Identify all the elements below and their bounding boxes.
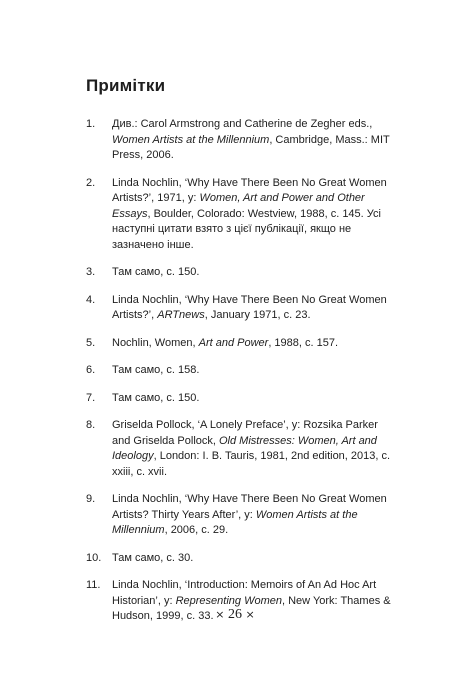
endnote-number: 2. — [86, 176, 96, 189]
endnote-item — [86, 418, 392, 480]
endnote-number: 11. — [86, 579, 101, 591]
endnote-text-run: Linda Nochlin, ‘Introduction: Memoirs of An Ad Hoc Art Historian’, у: — [112, 579, 377, 607]
endnote-number: 10. — [86, 551, 102, 564]
endnote-text — [112, 391, 392, 407]
endnote-text — [112, 176, 392, 254]
folio-ornament-left: × — [215, 608, 225, 621]
endnote-text-run: Там само, с. 150. — [112, 266, 200, 278]
endnote-text-run: Там само, с. 150. — [112, 391, 200, 404]
page-folio — [0, 607, 470, 623]
endnote-item — [86, 117, 392, 164]
endnote-text-run: Linda Nochlin, ‘Why Have There Been No Great Women Artists?’, — [112, 293, 387, 321]
endnote-title: Old Mistresses: Women, Art and Ideology — [112, 434, 377, 462]
endnote-text-run: , Boulder, Colorado: Westview, 1988, с. 145. Усі наступні цитати взято з цієї публікації, якщо не зазначено інше. — [112, 207, 381, 251]
endnote-number: 4. — [86, 293, 96, 306]
endnote-text-run: Griselda Pollock, ‘A Lonely Preface’, у: Rozsika Parker and Griselda Pollock, — [112, 419, 378, 447]
endnote-title: Women Artists at the Millennium — [112, 508, 358, 536]
endnote-text — [112, 418, 392, 480]
endnote-item — [86, 551, 392, 567]
endnote-item — [86, 363, 392, 379]
endnote-item — [86, 265, 392, 281]
page-number: 26 — [228, 607, 242, 622]
endnote-item — [86, 336, 392, 352]
endnote-text — [112, 363, 392, 379]
endnote-item — [86, 176, 392, 254]
endnote-text — [112, 492, 392, 539]
endnote-title: Representing Women — [175, 594, 282, 607]
endnote-number: 7. — [86, 391, 96, 404]
endnote-text-run: Linda Nochlin, ‘Why Have There Been No Great Women Artists? Thirty Years After’, у: — [112, 493, 387, 521]
endnote-text — [112, 117, 392, 164]
endnotes-list — [86, 117, 392, 637]
endnote-text-run: , January 1971, с. 23. — [204, 309, 311, 321]
endnote-item — [86, 492, 392, 539]
endnote-text-run: , 1988, с. 157. — [268, 336, 339, 349]
folio-ornament-right: × — [245, 608, 255, 621]
endnote-number: 3. — [86, 266, 96, 278]
endnote-text — [112, 293, 392, 324]
endnote-title: ARTnews — [157, 309, 205, 321]
endnote-item — [86, 391, 392, 407]
endnote-text-run: , New York: Thames & Hudson, 1999, с. 33. — [112, 594, 391, 622]
endnote-title: Women, Art and Power and Other Essays — [112, 192, 365, 220]
endnote-text-run: Там само, с. 30. — [112, 551, 194, 564]
endnote-text-run: , Cambridge, Mass.: MIT Press, 2006. — [112, 133, 390, 161]
endnote-text — [112, 551, 392, 567]
endnote-number: 9. — [86, 493, 96, 505]
endnote-text-run: Див.: Carol Armstrong and Catherine de Zegher eds., — [112, 118, 373, 130]
endnote-number: 6. — [86, 364, 96, 376]
endnote-number: 5. — [86, 336, 96, 349]
endnote-number: 1. — [86, 118, 96, 130]
endnote-item — [86, 293, 392, 324]
endnote-text-run: , London: I. B. Tauris, 1981, 2nd edition, 2013, с. xxiii, с. xvii. — [112, 450, 391, 478]
section-heading: Примітки — [86, 76, 166, 95]
endnote-text — [112, 265, 392, 281]
endnote-number: 8. — [86, 419, 96, 431]
endnote-text-run: Там само, с. 158. — [112, 364, 200, 376]
endnote-text-run: Linda Nochlin, ‘Why Have There Been No Great Women Artists?’, 1971, у: — [112, 176, 387, 204]
endnote-title: Art and Power — [198, 336, 269, 349]
endnote-title: Women Artists at the Millennium — [112, 133, 270, 146]
endnote-text-run: Nochlin, Women, — [112, 336, 199, 349]
endnote-text-run: , 2006, с. 29. — [164, 524, 229, 536]
endnote-text — [112, 336, 392, 352]
